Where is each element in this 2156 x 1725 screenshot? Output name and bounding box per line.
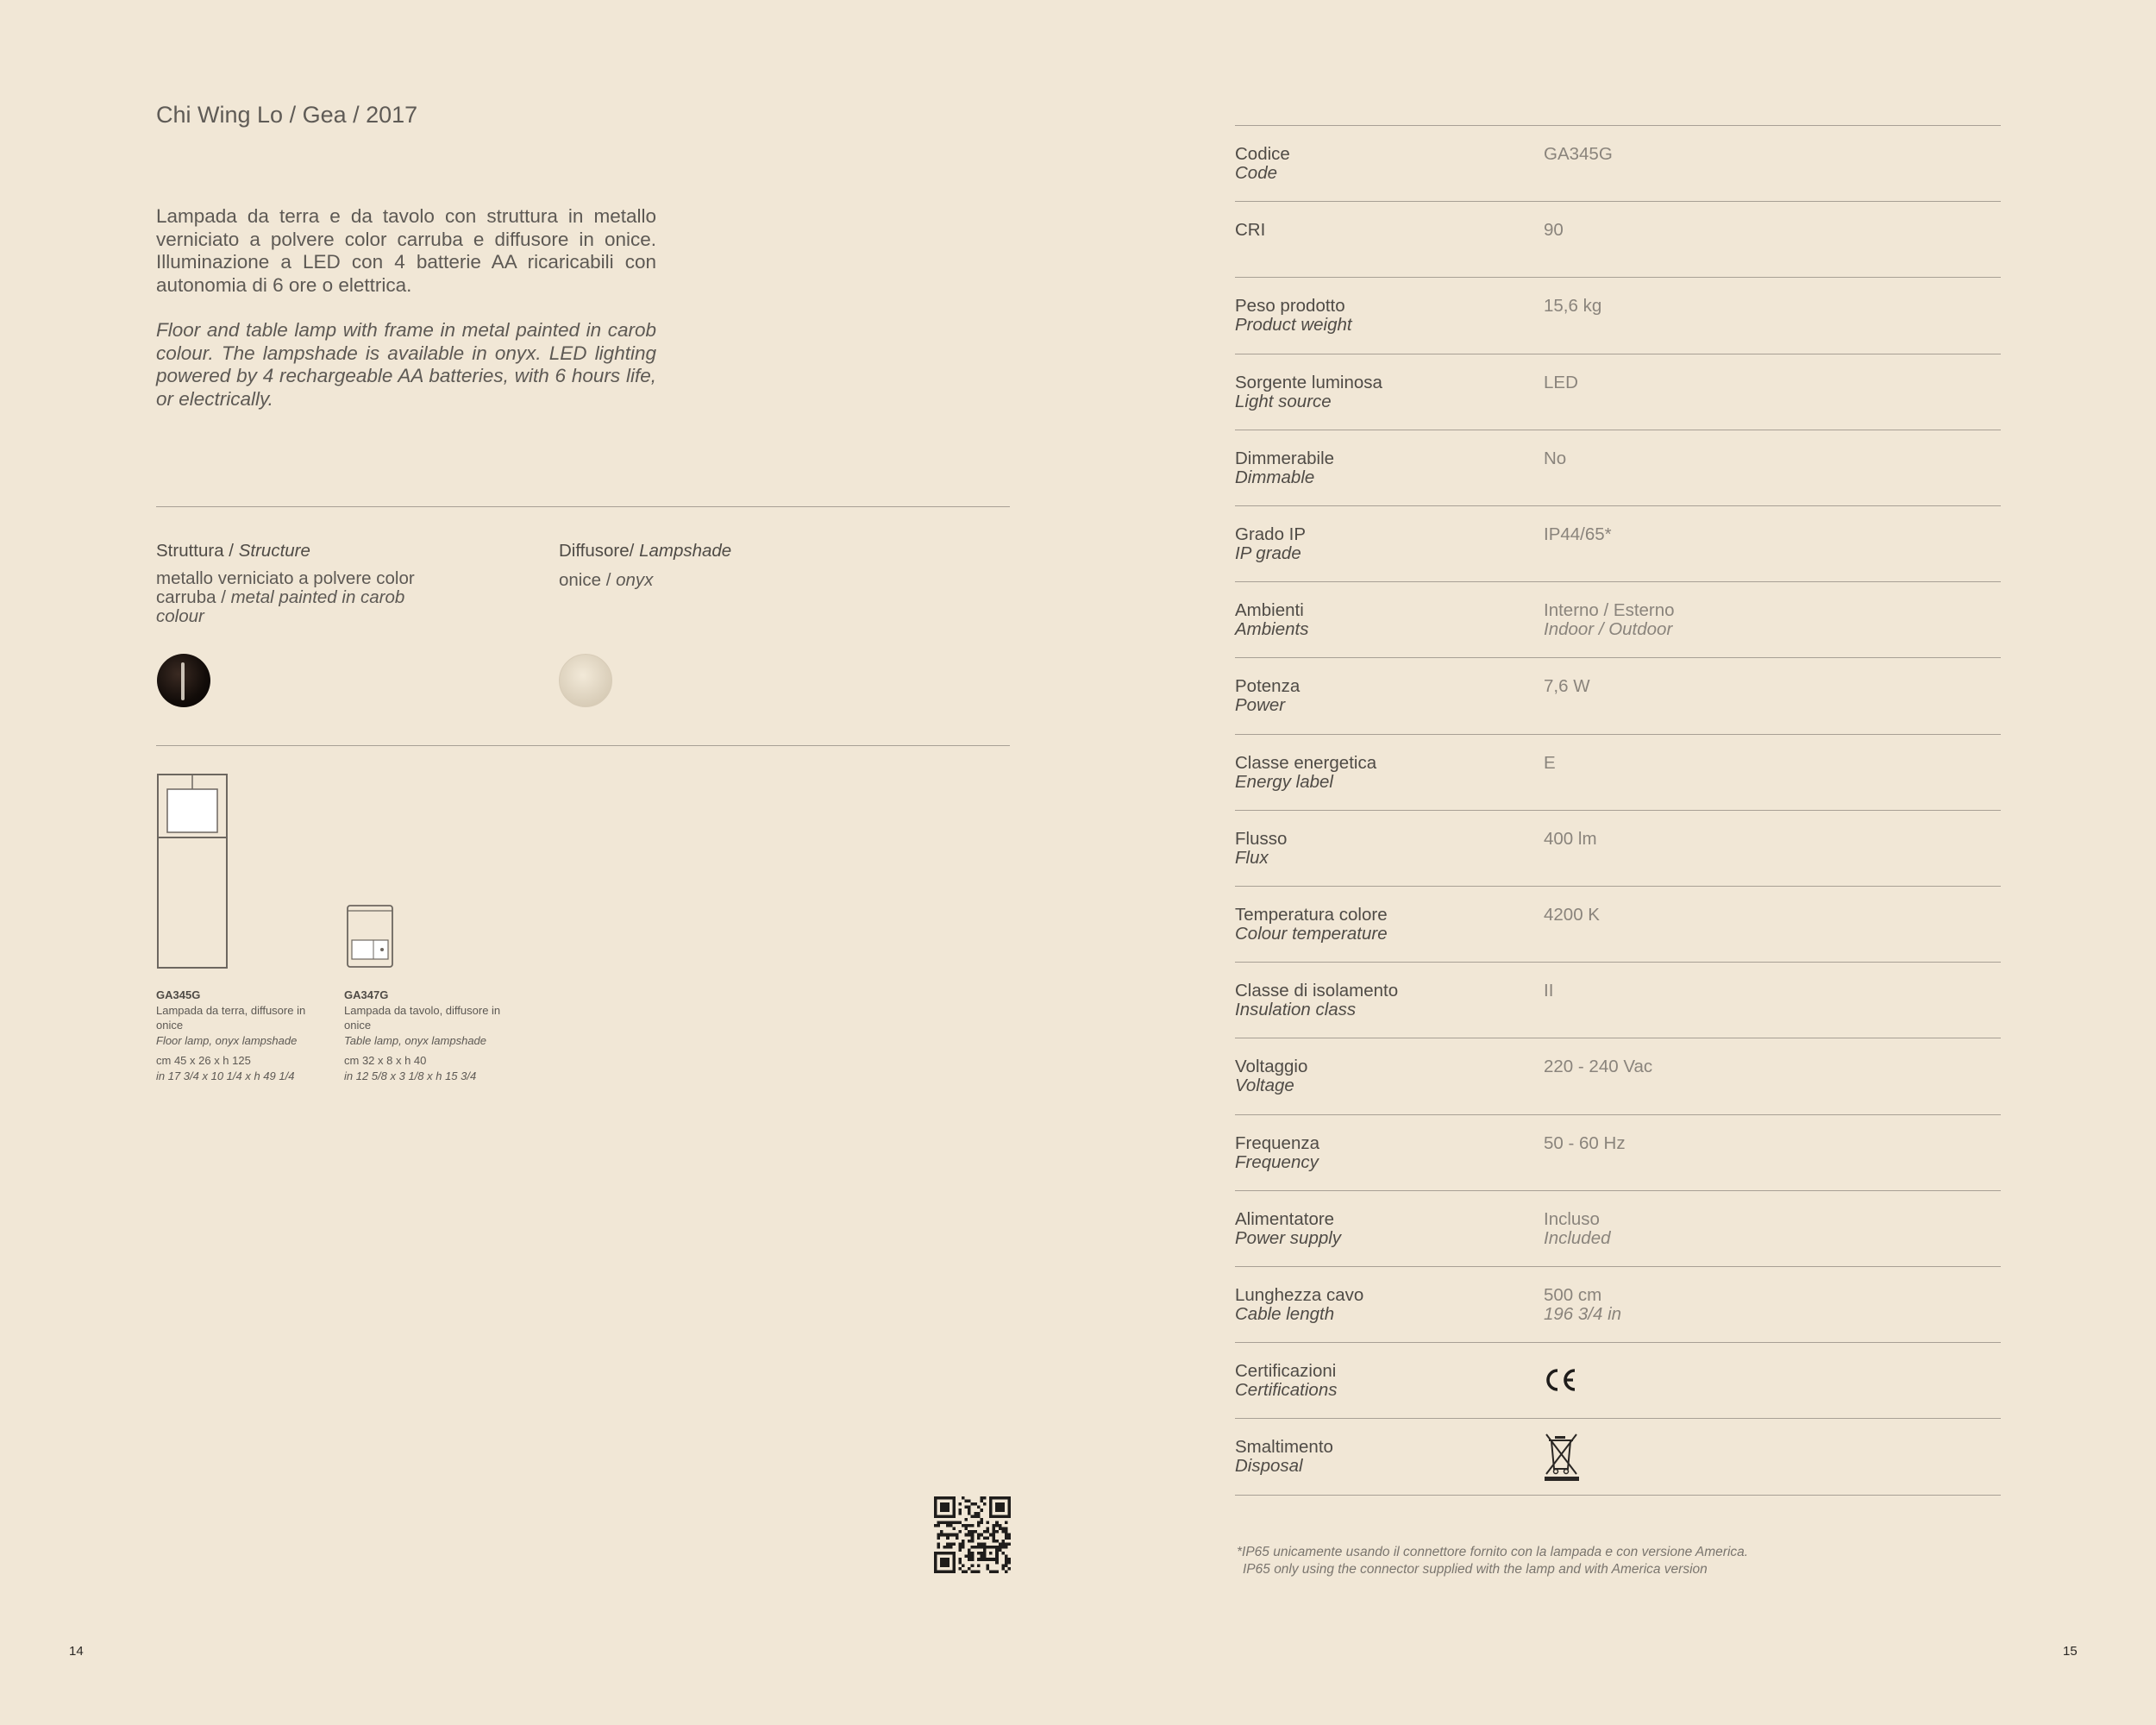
spec-label: Ambienti Ambients xyxy=(1235,600,1309,640)
spec-divider xyxy=(1235,1266,2001,1267)
spec-divider xyxy=(1235,734,2001,735)
spec-value: Incluso Included xyxy=(1544,1208,1611,1248)
spec-label: Classe energetica Energy label xyxy=(1235,752,1377,792)
spec-divider xyxy=(1235,657,2001,658)
spec-label: Temperatura colore Colour temperature xyxy=(1235,905,1388,944)
spec-divider xyxy=(1235,1495,2001,1496)
spec-value: 500 cm 196 3/4 in xyxy=(1544,1285,1622,1324)
spec-label: Lunghezza cavo Cable length xyxy=(1235,1285,1364,1324)
structure-value: metallo verniciato a polvere color carruba / metal painted in carob colour xyxy=(156,568,415,626)
spec-label: Flusso Flux xyxy=(1235,828,1288,868)
spec-value: GA345G xyxy=(1544,144,1613,164)
spec-divider xyxy=(1235,505,2001,506)
footnote: *IP65 unicamente usando il connettore fornito con la lampada e con versione America. IP65 only using the connector supplied with the lamp and with America version xyxy=(1237,1545,1749,1577)
divider xyxy=(156,745,1010,746)
spec-value: LED xyxy=(1544,372,1578,392)
spec-divider xyxy=(1235,1418,2001,1419)
page-number-left: 14 xyxy=(69,1644,84,1659)
spec-label: Smaltimento Disposal xyxy=(1235,1437,1333,1477)
spec-label: Frequenza Frequency xyxy=(1235,1132,1320,1172)
spec-label: Potenza Power xyxy=(1235,676,1300,716)
lampshade-value: onice / onyx xyxy=(559,570,654,590)
spec-divider xyxy=(1235,1342,2001,1343)
spec-divider xyxy=(1235,581,2001,582)
carob-finish-swatch xyxy=(157,654,210,707)
spec-divider xyxy=(1235,125,2001,126)
spec-divider xyxy=(1235,886,2001,887)
spec-value: II xyxy=(1544,981,1554,1001)
onyx-finish-swatch xyxy=(559,654,612,707)
qr-code-icon[interactable] xyxy=(934,1496,1011,1573)
page-number-right: 15 xyxy=(2063,1644,2078,1659)
weee-bin-icon xyxy=(1544,1431,1580,1483)
spec-value: 90 xyxy=(1544,220,1564,241)
spec-value: E xyxy=(1544,752,1556,773)
page-title: Chi Wing Lo / Gea / 2017 xyxy=(156,102,418,128)
lampshade-heading: Diffusore/ Lampshade xyxy=(559,541,732,561)
spec-value: 220 - 240 Vac xyxy=(1544,1057,1653,1077)
spec-label: Classe di isolamento Insulation class xyxy=(1235,981,1399,1020)
ce-mark-icon xyxy=(1544,1368,1578,1392)
spec-label: Codice Code xyxy=(1235,144,1290,183)
floor-lamp-drawing xyxy=(156,772,232,970)
spec-value: IP44/65* xyxy=(1544,524,1612,544)
description-italian: Lampada da terra e da tavolo con struttura in metallo verniciato a polvere color carruba e diffusore in onice. Illuminazione a LED con 4 batterie AA ricaricabili con autonomia di 6 ore o elettrica. xyxy=(156,205,656,296)
description-english: Floor and table lamp with frame in metal painted in carob colour. The lampshade is available in onyx. LED lighting powered by 4 rechargeable AA batteries, with 6 hours life, or electrically. xyxy=(156,319,656,410)
spec-value: 400 lm xyxy=(1544,828,1597,849)
spec-value xyxy=(1544,1431,1580,1487)
spec-value: No xyxy=(1544,448,1567,468)
spec-label: Peso prodotto Product weight xyxy=(1235,296,1352,336)
model-caption-floor: GA345G Lampada da terra, diffusore in onice Floor lamp, onyx lampshade cm 45 x 26 x h 125 in 17 3/4 x 10 1/4 x h 49 1/4 xyxy=(156,988,306,1082)
spec-divider xyxy=(1235,810,2001,811)
spec-label: Certificazioni Certifications xyxy=(1235,1361,1338,1401)
spec-value: 4200 K xyxy=(1544,905,1600,925)
spec-value: Interno / Esterno Indoor / Outdoor xyxy=(1544,600,1675,640)
spec-divider xyxy=(1235,201,2001,202)
model-caption-table: GA347G Lampada da tavolo, diffusore in onice Table lamp, onyx lampshade cm 32 x 8 x h 40 in 12 5/8 x 3 1/8 x h 15 3/4 xyxy=(344,988,501,1082)
divider xyxy=(156,506,1010,507)
spec-label: Alimentatore Power supply xyxy=(1235,1208,1342,1248)
spec-divider xyxy=(1235,1114,2001,1115)
spec-value xyxy=(1544,1368,1578,1396)
spec-label: Sorgente luminosa Light source xyxy=(1235,372,1382,411)
structure-heading: Struttura / Structure xyxy=(156,541,310,561)
spec-label: Dimmerabile Dimmable xyxy=(1235,448,1335,487)
spec-value: 50 - 60 Hz xyxy=(1544,1132,1626,1153)
spec-label: CRI xyxy=(1235,220,1266,241)
spec-label: Voltaggio Voltage xyxy=(1235,1057,1308,1096)
spec-divider xyxy=(1235,962,2001,963)
spec-value: 15,6 kg xyxy=(1544,296,1602,317)
table-lamp-drawing xyxy=(344,903,398,970)
spec-divider xyxy=(1235,1190,2001,1191)
spec-label: Grado IP IP grade xyxy=(1235,524,1307,563)
spec-divider xyxy=(1235,277,2001,278)
spec-value: 7,6 W xyxy=(1544,676,1590,697)
